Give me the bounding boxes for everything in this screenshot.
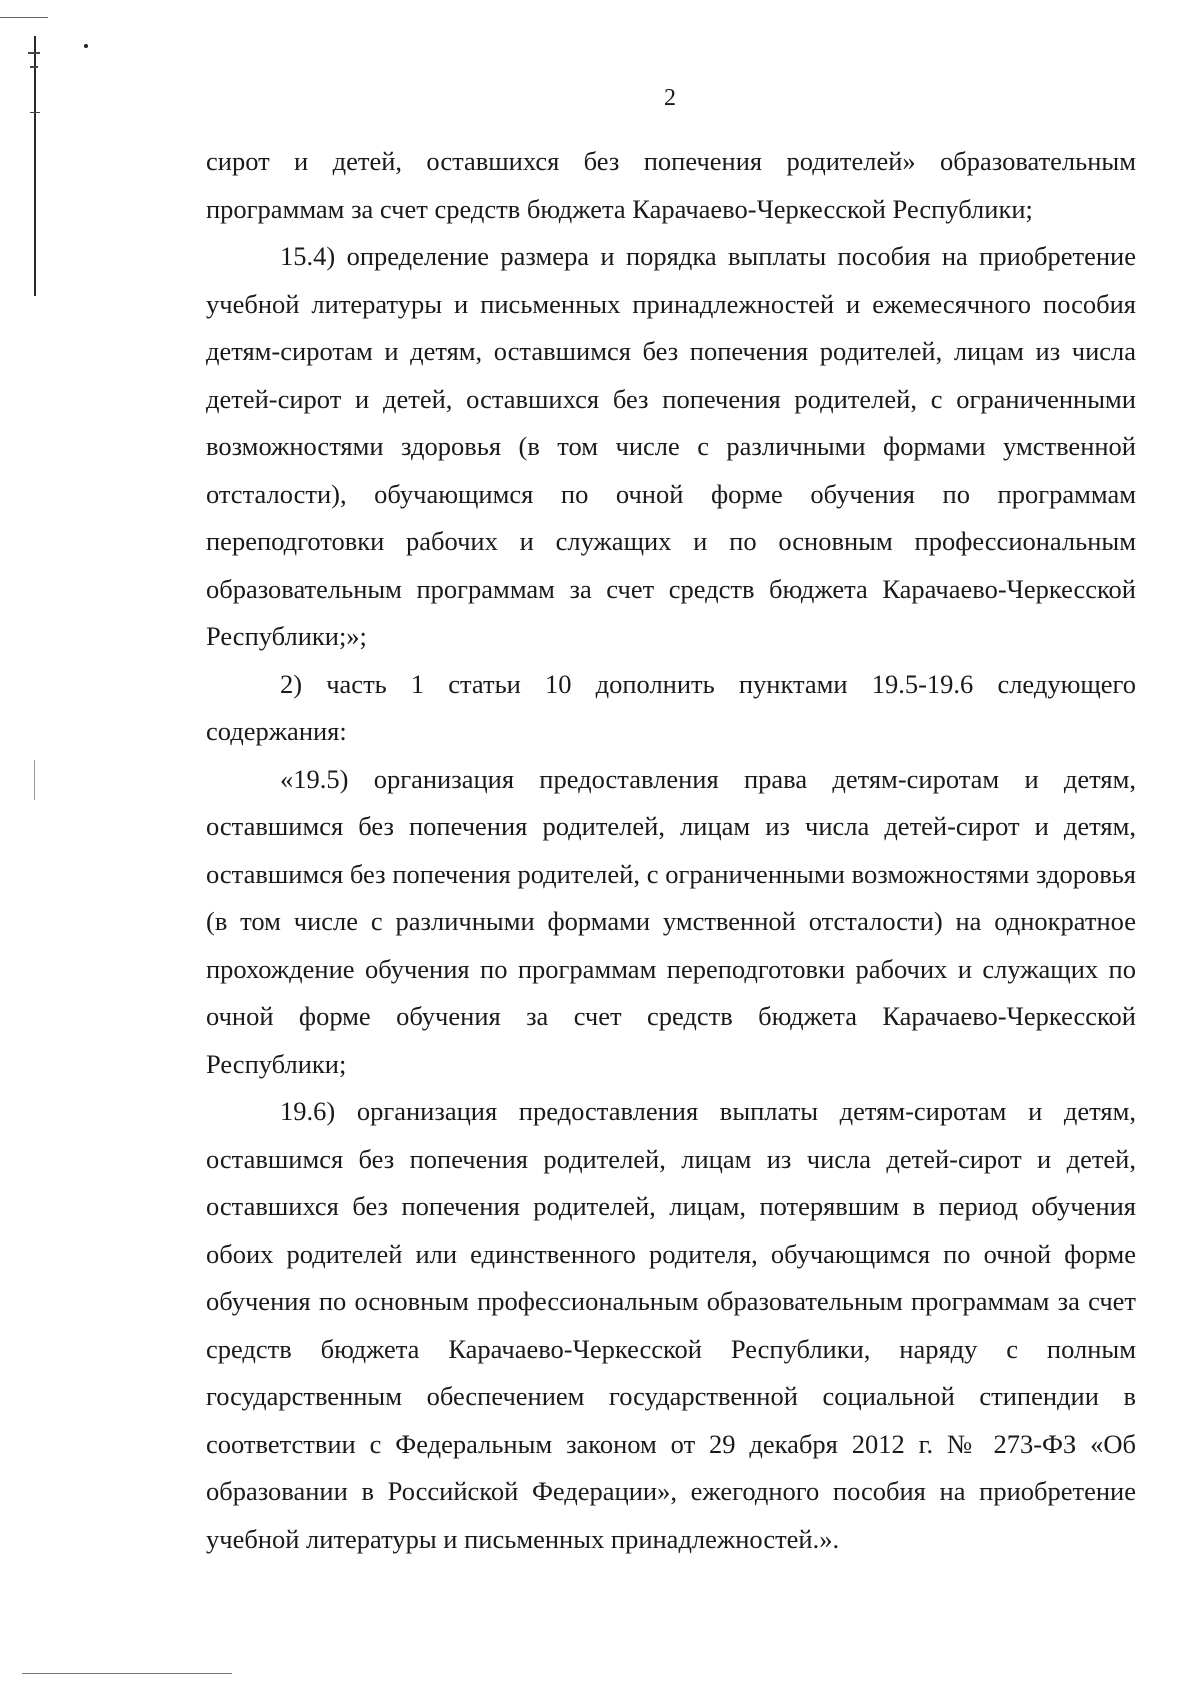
scan-artifact-tick	[30, 112, 40, 113]
page-number: 2	[664, 85, 676, 111]
scan-artifact-margin-line	[34, 36, 36, 296]
scan-artifact-tick	[30, 66, 38, 68]
paragraph-item-19-6: 19.6) организация предоставления выплаты детям-сиротам и детям, оставшимся без попечения родителей, лицам из числа детей-сирот и детей, оставшихся без попечения родителей, лицам, потерявшим в период обучения обоих родителей или единственного родителя, обучающимся по очной форме обучения по основным профессиональным образовательным программам за счет средств бюджета Карачаево-Черкесской Республики, наряду с полным государственным обеспечением государственной социальной стипендии в соответствии с Федеральным законом от 29 декабря 2012 г. № 273-ФЗ «Об образовании в Российской Федерации», ежегодного пособия на приобретение учебной литературы и письменных принадлежностей.».	[206, 1096, 1136, 1554]
paragraph-continuation: сирот и детей, оставшихся без попечения родителей» образовательным программам за счет средств бюджета Карачаево-Черкесской Республики;	[206, 146, 1136, 224]
scan-artifact-margin-mark	[34, 760, 35, 800]
scan-artifact-tick	[28, 52, 40, 54]
scan-artifact-dot	[84, 44, 88, 48]
paragraph-item-2: 2) часть 1 статьи 10 дополнить пунктами 19.5-19.6 следующего содержания:	[206, 668, 1136, 746]
scan-artifact-top-rule	[0, 17, 48, 18]
scan-artifact-bottom-rule	[22, 1673, 232, 1674]
document-body	[206, 138, 1136, 1563]
paragraph-item-19-5: «19.5) организация предоставления права детям-сиротам и детям, оставшимся без попечения родителей, лицам из числа детей-сирот и детям, оставшимся без попечения родителей, с ограниченными возможностями здоровья (в том числе с различными формами умственной отсталости) на однократное прохождение обучения по программам переподготовки рабочих и служащих по очной форме обучения за счет средств бюджета Карачаево-Черкесской Республики;	[206, 763, 1136, 1079]
paragraph-item-15-4: 15.4) определение размера и порядка выплаты пособия на приобретение учебной литературы и письменных принадлежностей и ежемесячного пособия детям-сиротам и детям, оставшимся без попечения родителей, лицам из числа детей-сирот и детей, оставшихся без попечения родителей, с ограниченными возможностями здоровья (в том числе с различными формами умственной отсталости), обучающимся по очной форме обучения по программам переподготовки рабочих и служащих и по основным профессиональным образовательным программам за счет средств бюджета Карачаево-Черкесской Республики;»;	[206, 241, 1136, 651]
